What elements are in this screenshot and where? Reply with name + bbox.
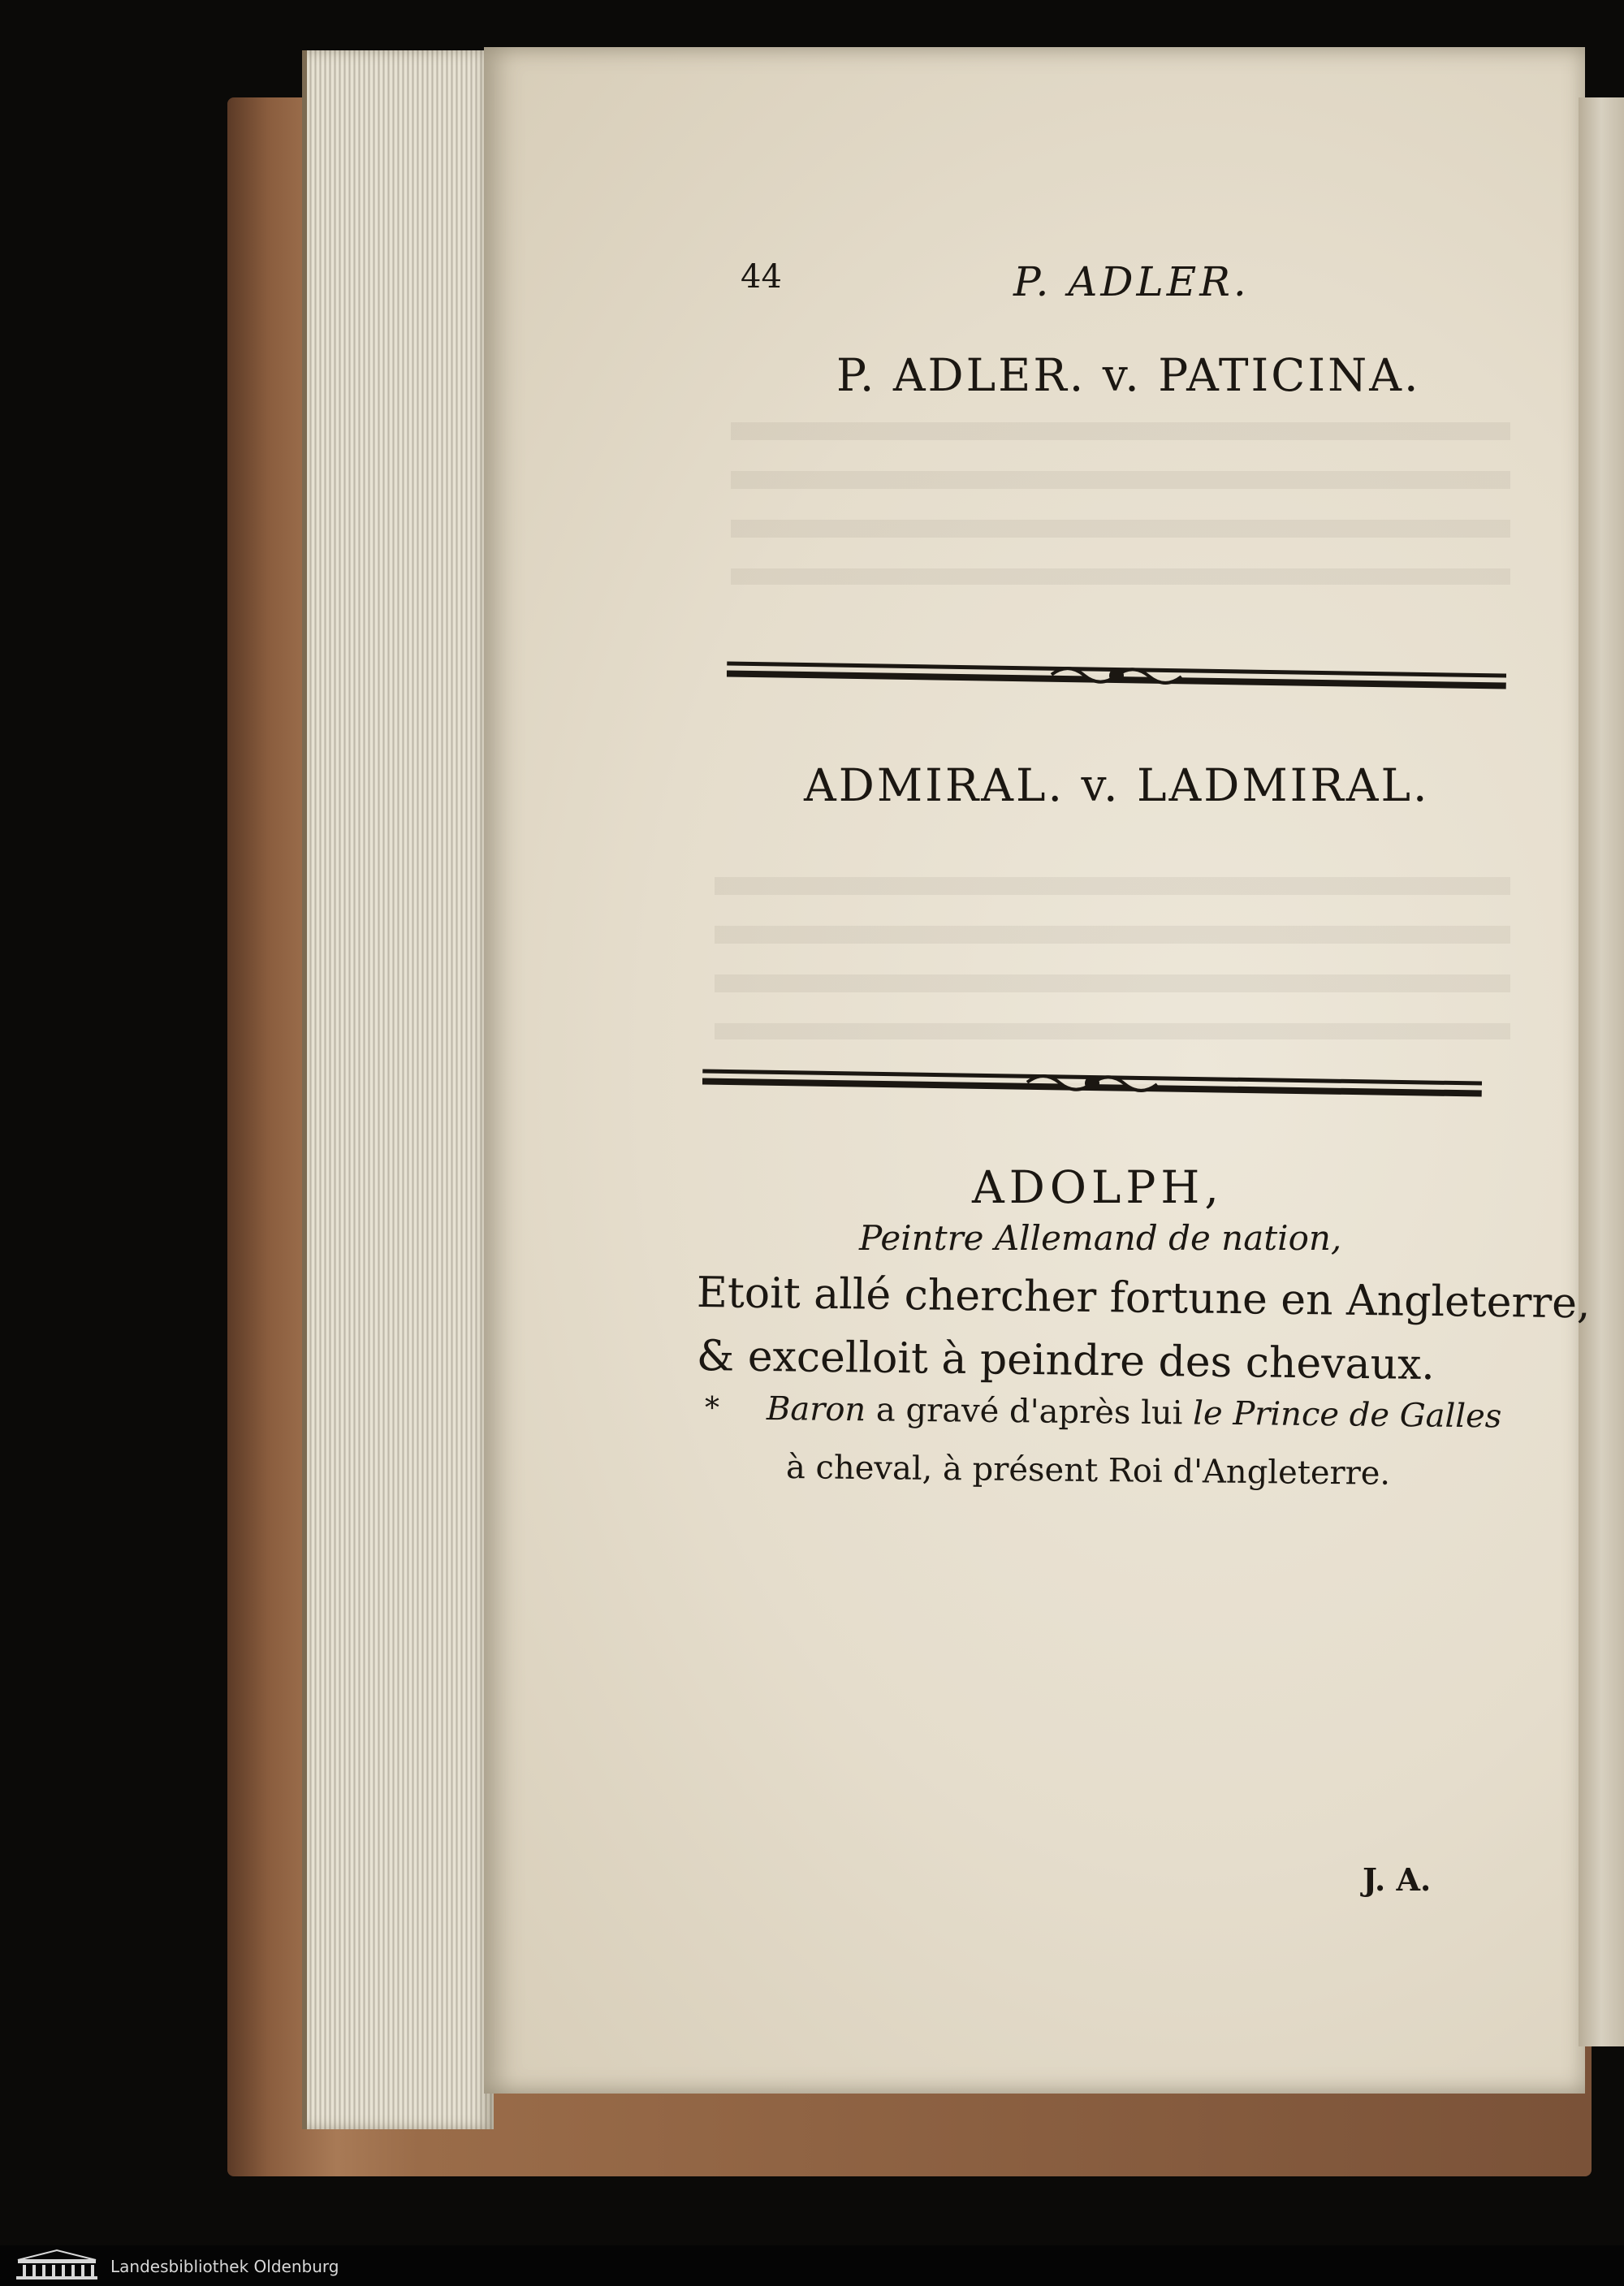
page-edges (302, 50, 494, 2129)
library-building-icon (11, 2249, 102, 2281)
catchword: J. A. (1363, 1861, 1432, 1898)
work-title: le Prince de Galles (1192, 1394, 1502, 1436)
page-number: 44 (741, 258, 782, 296)
entry-title: P. ADLER. v. PATICINA. (836, 349, 1421, 401)
library-name: Landesbibliothek Oldenburg (110, 2257, 339, 2276)
note-marker: * (705, 1392, 719, 1425)
body-text-line: & excelloit à peindre des chevaux. (696, 1332, 1436, 1390)
facing-page-edge (1579, 97, 1624, 2046)
running-head: P. ADLER. (1013, 258, 1250, 305)
note-text: a gravé d'après lui (865, 1391, 1194, 1433)
note-line (767, 1390, 1502, 1435)
entry-title: ADMIRAL. v. LADMIRAL. (804, 759, 1430, 811)
engraver-name: Baron (766, 1390, 866, 1429)
entry-subtitle: Peintre Allemand de nation, (859, 1218, 1342, 1258)
note-line: à cheval, à présent Roi d'Angleterre. (785, 1449, 1391, 1493)
entry-title: ADOLPH, (972, 1161, 1224, 1213)
body-text-line: Etoit allé chercher fortune en Angleterre, (696, 1268, 1591, 1329)
